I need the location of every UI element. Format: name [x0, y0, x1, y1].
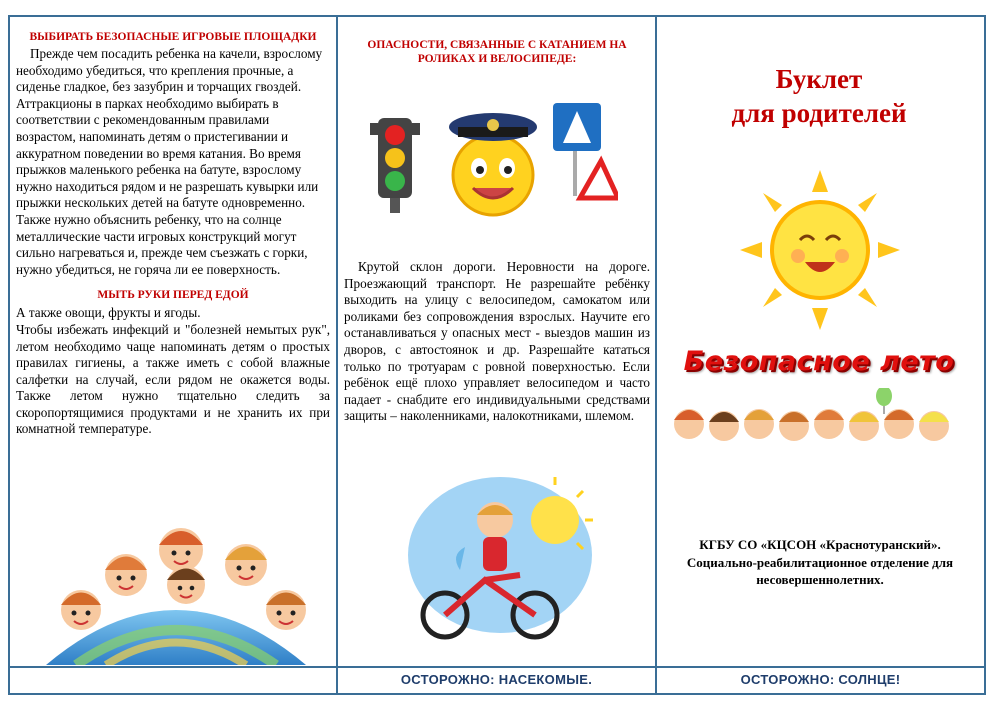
hands-heading: МЫТЬ РУКИ ПЕРЕД ЕДОЙ [97, 289, 249, 302]
department-name: Социально-реабилитационное отделение для несовершеннолетних. [686, 555, 954, 587]
middle-column-text [344, 259, 650, 425]
bicycle-girl-illustration [405, 475, 595, 645]
cycling-text: Крутой склон дороги. Неровности на дороге. Проезжающий транспорт. Не разрешайте ребёнку выходить на улицу с велосипедом, самокатом или роликами без сопровождения взрослых. Научите его останавливаться у опасных мест - выездов машин из дворов, с автостоянок и др. Разрешайте кататься только по тротуарам с ровной поверхностью. Если ребёнок ещё плохо управляет велосипедом и часто падает - снабдите его индивидуальными средствами защиты – наколенниками, налокотниками, шлемом. [344, 259, 650, 424]
traffic-mascot-illustration [368, 93, 618, 218]
footer-sun: ОСТОРОЖНО: СОЛНЦЕ! [740, 672, 901, 687]
hands-text: Чтобы избежать инфекций и "болезней немытых рук", летом необходимо чаще напоминать детям о простых правилах гигиены, а также иметь с собой влажные салфетки на случай, если рядом не окажется воды. Также летом нужно тщательно следить за скоропортящимися продуктами и не хранить их при комнатной температуре. [16, 321, 330, 437]
column-divider-1 [336, 15, 338, 695]
booklet-title-line1: Буклет [775, 64, 863, 94]
kids-globe-illustration [36, 515, 316, 665]
column-divider-2 [655, 15, 657, 695]
left-column [16, 28, 330, 438]
hands-subtext: А также овощи, фрукты и ягоды. [16, 305, 201, 321]
safe-summer-banner: Безопасное лето [683, 346, 955, 377]
playground-heading: ВЫБИРАТЬ БЕЗОПАСНЫЕ ИГРОВЫЕ ПЛОЩАДКИ [29, 31, 317, 43]
footer-divider [8, 666, 986, 668]
cycling-heading: ОПАСНОСТИ, СВЯЗАННЫЕ С КАТАНИЕМ НА РОЛИКАХ И ВЕЛОСИПЕДЕ: [367, 39, 627, 65]
footer-insects: ОСТОРОЖНО: НАСЕКОМЫЕ. [400, 672, 593, 687]
organization-name: КГБУ СО «КЦСОН «Краснотуранский». [699, 537, 941, 552]
kids-row-illustration [664, 388, 974, 448]
playground-text: Прежде чем посадить ребенка на качели, взрослому необходимо убедиться, что крепления прочные, а сиденье гладкое, без зазубрин и торчащих гвоздей. Аттракционы в парках необходимо выбирать в соответствии с рекомендованным правилами возрастом, напоминать детям о пристегивании и аккуратном поведении во время катания. Во время прыжков маленького ребенка на батуте, взрослому нужно находиться рядом и не разрешать кувырки или прыжки нескольких детей на батуте одновременно. Также нужно объяснить ребенку, что на солнце металлические части игровых конструкций могут сильно нагреваться и, прежде чем съезжать с горки, нужно убедиться, не горяча ли ее поверхность. [16, 46, 323, 277]
sun-illustration [740, 170, 900, 330]
middle-column [344, 28, 650, 66]
booklet-title-line2: для родителей [731, 98, 907, 128]
